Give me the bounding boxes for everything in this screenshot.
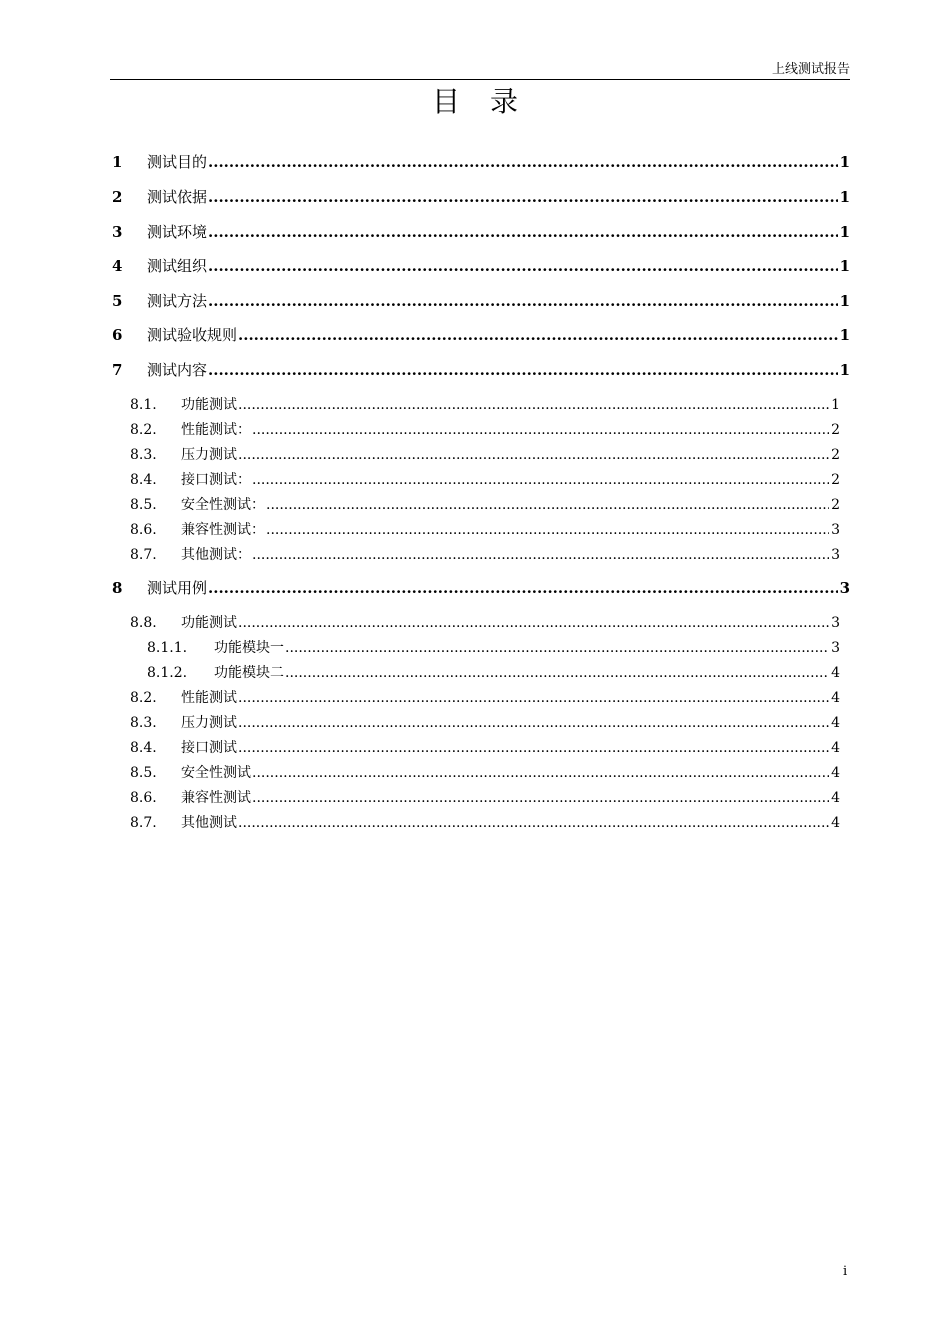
toc-entry[interactable] [130, 544, 840, 566]
toc-entry-label: 测试组织 [147, 257, 208, 275]
toc-entry-label: 测试方法 [147, 292, 208, 310]
toc-entry-label: 功能模块二 [214, 665, 284, 681]
toc-entry-page: 3 [831, 522, 840, 538]
toc-entry-page: 2 [831, 422, 840, 438]
toc-entry[interactable] [130, 469, 840, 491]
toc-entry-label: 功能测试 [181, 615, 237, 631]
toc-entry-label: 兼容性测试： [181, 522, 265, 538]
toc-entry-label: 功能测试 [181, 397, 237, 413]
toc-entry-label: 接口测试： [181, 472, 251, 488]
toc-entry-page: 3 [831, 547, 840, 563]
toc-entry-label: 安全性测试： [181, 497, 265, 513]
toc-entry-label: 压力测试 [181, 715, 237, 731]
toc-entry-page: 1 [839, 223, 850, 241]
toc-entry-number: 8.1.1. [147, 640, 188, 656]
toc-entry-number: 1 [112, 153, 123, 171]
toc-entry-page: 1 [839, 153, 850, 171]
toc-entry-page: 1 [839, 326, 850, 344]
toc-entry-number: 8.7. [130, 547, 157, 563]
toc-entry-number: 8.6. [130, 790, 157, 806]
toc-entry[interactable] [130, 762, 840, 784]
toc-entry[interactable] [130, 612, 840, 634]
toc-entry[interactable] [147, 637, 840, 659]
toc-entry[interactable] [130, 519, 840, 541]
toc-entry-label: 兼容性测试 [181, 790, 251, 806]
toc-entry-label: 测试验收规则 [147, 326, 238, 344]
toc-entry-label: 安全性测试 [181, 765, 251, 781]
toc-entry-page: 4 [831, 715, 840, 731]
toc-entry-number: 8.3. [130, 715, 157, 731]
toc-entry-page: 4 [831, 765, 840, 781]
toc-entry[interactable] [112, 221, 850, 243]
toc-entry-number: 7 [112, 361, 123, 379]
page-number: i [843, 1264, 848, 1279]
toc-entry-number: 8.1. [130, 397, 157, 413]
toc-entry-page: 1 [839, 292, 850, 310]
toc-entry[interactable] [130, 712, 840, 734]
toc-entry-number: 8.3. [130, 447, 157, 463]
toc-entry-page: 1 [831, 397, 840, 413]
toc-entry-page: 1 [839, 257, 850, 275]
toc-entry-number: 8.6. [130, 522, 157, 538]
toc-entry[interactable] [112, 577, 850, 599]
toc-title: 目录 [431, 85, 548, 118]
toc-entry[interactable] [130, 444, 840, 466]
toc-entry[interactable] [112, 324, 850, 346]
toc-entry-page: 4 [831, 740, 840, 756]
toc-entry-page: 2 [831, 472, 840, 488]
toc-entry-page: 4 [831, 690, 840, 706]
toc-entry[interactable] [130, 419, 840, 441]
toc-entry-number: 8.2. [130, 422, 157, 438]
header-title: 上线测试报告 [771, 62, 850, 77]
toc-entry-number: 8.7. [130, 815, 157, 831]
toc-entry-number: 8.5. [130, 765, 157, 781]
toc-entry[interactable] [130, 494, 840, 516]
toc-entry[interactable] [112, 359, 850, 381]
toc-entry-label: 测试内容 [147, 361, 208, 379]
toc-entry-number: 3 [112, 223, 123, 241]
toc-entry[interactable] [112, 186, 850, 208]
toc-entry-number: 2 [112, 188, 123, 206]
toc-entry[interactable] [130, 787, 840, 809]
toc-entry[interactable] [112, 290, 850, 312]
toc-entry-number: 4 [112, 257, 123, 275]
toc-entry-page: 1 [839, 361, 850, 379]
toc-entry-label: 测试目的 [147, 153, 208, 171]
toc-entry-label: 性能测试： [181, 422, 251, 438]
toc-entry-label: 压力测试 [181, 447, 237, 463]
toc-entry-number: 8.8. [130, 615, 157, 631]
toc-entry-number: 8.2. [130, 690, 157, 706]
toc-entry-number: 8 [112, 579, 123, 597]
toc-entry-page: 1 [839, 188, 850, 206]
toc-entry-page: 4 [831, 790, 840, 806]
toc-entry-number: 5 [112, 292, 123, 310]
toc-entry-label: 功能模块一 [214, 640, 284, 656]
toc-entry-number: 8.4. [130, 472, 157, 488]
toc-entry-page: 3 [831, 615, 840, 631]
toc-entry[interactable] [130, 394, 840, 416]
toc-entry[interactable] [147, 662, 840, 684]
toc-entry-number: 6 [112, 326, 123, 344]
toc-entry[interactable] [130, 737, 840, 759]
toc-entry-number: 8.5. [130, 497, 157, 513]
toc-entry-number: 8.1.2. [147, 665, 188, 681]
toc-entry-label: 测试环境 [147, 223, 208, 241]
toc-entry-page: 3 [831, 640, 840, 656]
toc-entry-label: 性能测试 [181, 690, 237, 706]
toc-entry-label: 其他测试： [181, 547, 251, 563]
toc-entry-label: 测试依据 [147, 188, 208, 206]
toc-entry-page: 3 [839, 579, 850, 597]
toc-entry[interactable] [112, 151, 850, 173]
toc-entry-label: 测试用例 [147, 579, 208, 597]
toc-entry-page: 2 [831, 447, 840, 463]
toc-entry[interactable] [112, 255, 850, 277]
toc-entry[interactable] [130, 812, 840, 834]
page-header [110, 60, 850, 80]
toc-entry[interactable] [130, 687, 840, 709]
toc-entry-page: 2 [831, 497, 840, 513]
toc-entry-label: 其他测试 [181, 815, 237, 831]
toc-entry-number: 8.4. [130, 740, 157, 756]
toc-entry-page: 4 [831, 815, 840, 831]
toc-entry-label: 接口测试 [181, 740, 237, 756]
toc-entry-page: 4 [831, 665, 840, 681]
